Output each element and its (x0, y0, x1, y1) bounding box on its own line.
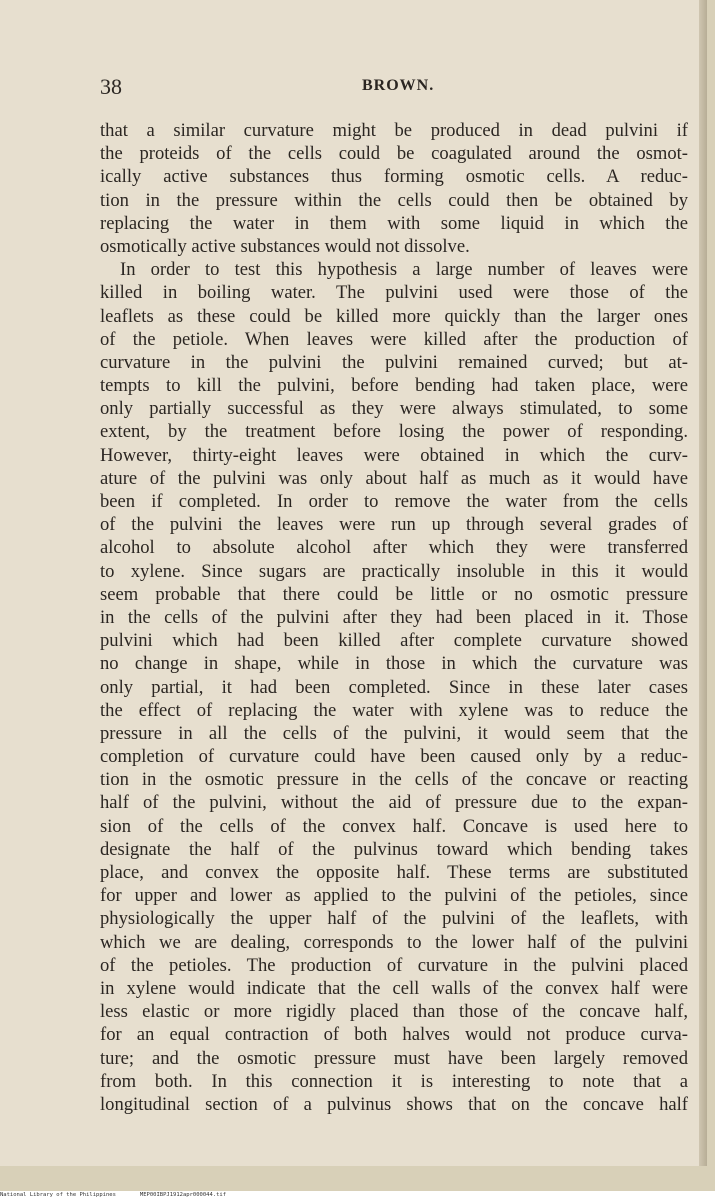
text-line: seem probable that there could be little or no osmotic pressure (100, 583, 688, 605)
text-line: physiologically the upper half of the pulvini of the leaflets, with (100, 908, 688, 930)
text-line: pressure in all the cells of the pulvini, it would seem that the (100, 722, 688, 744)
text-line: longitudinal section of a pulvinus shows that on the concave half (100, 1093, 688, 1115)
text-line: ature of the pulvini was only about half as much as it would have (100, 467, 688, 489)
text-line: extent, by the treatment before losing the power of responding. (100, 421, 688, 443)
text-line: tempts to kill the pulvini, before bending had taken place, were (100, 375, 688, 397)
text-line: only partial, it had been completed. Since in these later cases (100, 676, 688, 698)
text-line: from both. In this connection it is interesting to note that a (100, 1070, 688, 1092)
text-line: no change in shape, while in those in which the curvature was (100, 653, 688, 675)
text-line: osmotically active substances would not dissolve. (100, 235, 470, 257)
footer-library: National Library of the Philippines (0, 1192, 116, 1198)
text-line: the effect of replacing the water with xylene was to reduce the (100, 699, 688, 721)
header-title: BROWN. (362, 77, 435, 94)
page-number: 38 (100, 74, 122, 99)
scan-footer (0, 1191, 715, 1200)
text-line: place, and convex the opposite half. These terms are substituted (100, 862, 688, 883)
text-line: for an equal contraction of both halves would not produce curva- (100, 1024, 688, 1046)
running-head (100, 74, 688, 102)
text-line: sion of the cells of the convex half. Concave is used here to (100, 815, 688, 837)
text-line: leaflets as these could be killed more quickly than the larger ones (100, 305, 688, 327)
text-line: of the pulvini the leaves were run up through several grades of (100, 514, 688, 536)
text-line: of the petiole. When leaves were killed after the production of (100, 328, 688, 350)
text-line: for upper and lower as applied to the pulvini of the petioles, since (100, 885, 688, 907)
text-line: of the petioles. The production of curvature in the pulvini placed (100, 954, 688, 976)
text-line: curvature in the pulvini the pulvini remained curved; but at- (100, 351, 688, 373)
text-line: the proteids of the cells could be coagulated around the osmot- (100, 143, 688, 165)
text-line: only partially successful as they were always stimulated, to some (100, 398, 688, 420)
text-line: pulvini which had been killed after complete curvature showed (100, 630, 688, 652)
text-line: that a similar curvature might be produced in dead pulvini if (100, 120, 688, 141)
text-line: In order to test this hypothesis a large number of leaves were (120, 259, 688, 281)
text-line: However, thirty-eight leaves were obtained in which the curv- (100, 444, 688, 466)
page-edge-shadow (699, 0, 707, 1166)
text-line: alcohol to absolute alcohol after which they were transferred (100, 537, 688, 559)
text-line: in xylene would indicate that the cell walls of the convex half were (100, 977, 688, 999)
text-line: been if completed. In order to remove the water from the cells (100, 491, 688, 512)
text-line: less elastic or more rigidly placed than those of the concave half, (100, 1001, 688, 1023)
text-line: tion in the pressure within the cells could then be obtained by (100, 189, 688, 211)
text-line: half of the pulvini, without the aid of pressure due to the expan- (100, 792, 688, 814)
footer-file-id: MEP00IBPJ1912apr000044.tif (139, 1192, 226, 1198)
body-text (100, 119, 688, 1116)
text-line: in the cells of the pulvini after they had been placed in it. Those (100, 606, 688, 628)
text-line: killed in boiling water. The pulvini used were those of the (100, 282, 688, 304)
text-line: tion in the osmotic pressure in the cells of the concave or reacting (100, 769, 688, 791)
text-line: ically active substances thus forming osmotic cells. A reduc- (100, 166, 688, 188)
text-line: to xylene. Since sugars are practically insoluble in this it would (100, 560, 688, 582)
text-line: which we are dealing, corresponds to the lower half of the pulvini (100, 931, 688, 953)
text-line: designate the half of the pulvinus toward which bending takes (100, 838, 688, 860)
text-line: completion of curvature could have been caused only by a reduc- (100, 746, 688, 768)
text-line: ture; and the osmotic pressure must have been largely removed (100, 1047, 688, 1069)
text-line: replacing the water in them with some liquid in which the (100, 212, 688, 234)
